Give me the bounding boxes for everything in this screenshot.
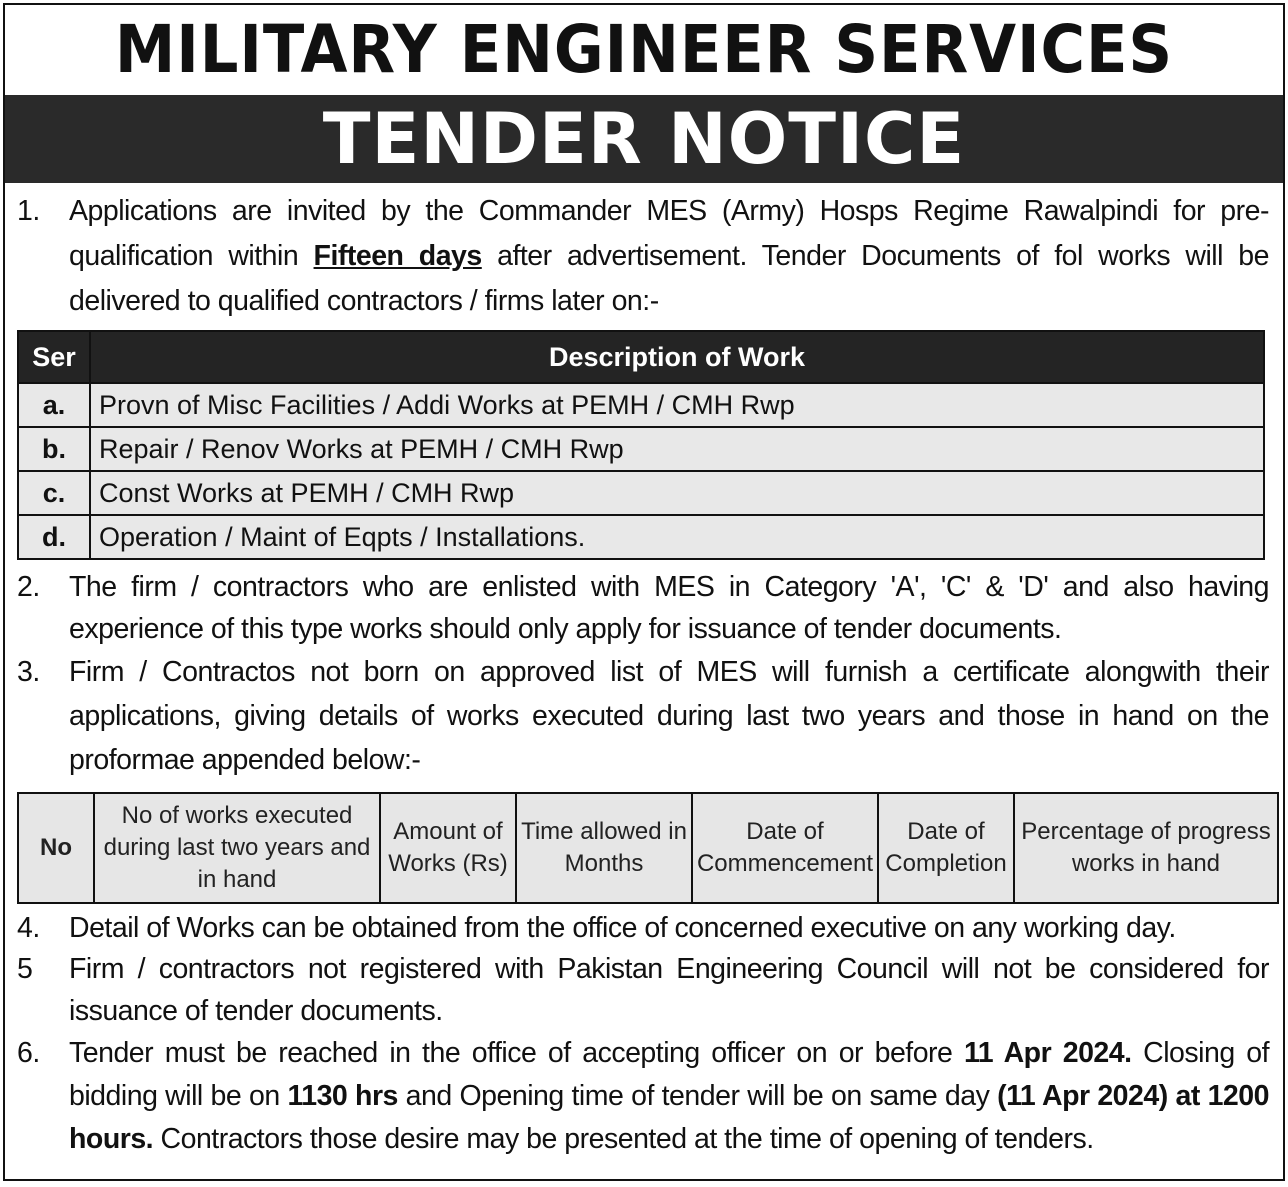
paragraph-number: 4. [17,912,40,944]
row-ser: c. [18,471,90,515]
notice-title: TENDER NOTICE [5,95,1283,183]
table-row [18,471,1264,515]
table-header-row [18,793,1278,903]
table-header-row [18,331,1264,383]
paragraph-text: Contractors those desire may be presented at the time of opening of tenders. [160,1123,1094,1155]
table-row [18,383,1264,427]
tender-notice [3,3,1285,1181]
paragraph-number: 2. [17,571,40,603]
column-header-amount: Amount of Works (Rs) [380,793,516,903]
paragraph-text: after advertisement. Tender Documents of fol works will be delivered to qualified contractors / firms later on:- [69,240,1269,317]
paragraph-text: Firm / contractors not registered with Pakistan Engineering Council will not be considered for issuance of tender documents. [69,953,1269,1027]
paragraph-number: 3. [17,656,40,688]
column-header-completion: Date of Completion [878,793,1014,903]
row-ser: d. [18,515,90,559]
column-header-description: Description of Work [90,331,1264,383]
paragraph-5 [5,948,1283,1032]
row-description: Provn of Misc Facilities / Addi Works at PEMH / CMH Rwp [90,383,1264,427]
paragraph-text: Tender must be reached in the office of accepting officer on or before [69,1037,953,1069]
paragraph-4 [5,908,1283,948]
paragraph-6 [5,1032,1283,1161]
paragraph-3 [5,650,1283,782]
column-header-time-allowed: Time allowed in Months [516,793,692,903]
paragraph-text: Firm / Contractos not born on approved list of MES will furnish a certificate alongwith their applications, giving details of works executed during last two years and those in hand on the proformae appended below:- [69,656,1269,776]
paragraph-number: 1. [17,195,40,227]
paragraph-text: and Opening time of tender will be on same day [405,1080,990,1112]
row-ser: b. [18,427,90,471]
paragraph-number: 5 [17,953,33,985]
paragraph-text: Detail of Works can be obtained from the office of concerned executive on any working day. [69,912,1176,944]
paragraph-1 [5,189,1283,324]
column-header-ser: Ser [18,331,90,383]
column-header-commencement: Date of Commencement [692,793,878,903]
row-description: Repair / Renov Works at PEMH / CMH Rwp [90,427,1264,471]
column-header-percentage: Percentage of progress works in hand [1014,793,1278,903]
closing-time: 1130 hrs [287,1080,398,1112]
table-row [18,515,1264,559]
column-header-no: No [18,793,94,903]
works-table [17,330,1265,560]
column-header-works-executed: No of works executed during last two years and in hand [94,793,380,903]
row-description: Const Works at PEMH / CMH Rwp [90,471,1264,515]
org-title: MILITARY ENGINEER SERVICES [114,11,1174,88]
proforma-table [17,792,1279,904]
paragraph-text: The firm / contractors who are enlisted with MES in Category 'A', 'C' & 'D' and also having experience of this type works should only apply for issuance of tender documents. [69,571,1269,645]
table-row [18,427,1264,471]
paragraph-2 [5,566,1283,650]
closing-date: 11 Apr 2024. [963,1037,1132,1069]
paragraph-text: Closing of bidding will be on [69,1037,1269,1112]
paragraph-text: Applications are invited by the Commander MES (Army) Hosps Regime Rawalpindi for pre-qualification within [69,195,1269,272]
deadline-emphasis: Fifteen days [313,240,482,272]
paragraph-number: 6. [17,1037,40,1069]
row-description: Operation / Maint of Eqpts / Installations. [90,515,1264,559]
opening-datetime: (11 Apr 2024) at 1200 hours. [69,1080,1269,1155]
row-ser: a. [18,383,90,427]
